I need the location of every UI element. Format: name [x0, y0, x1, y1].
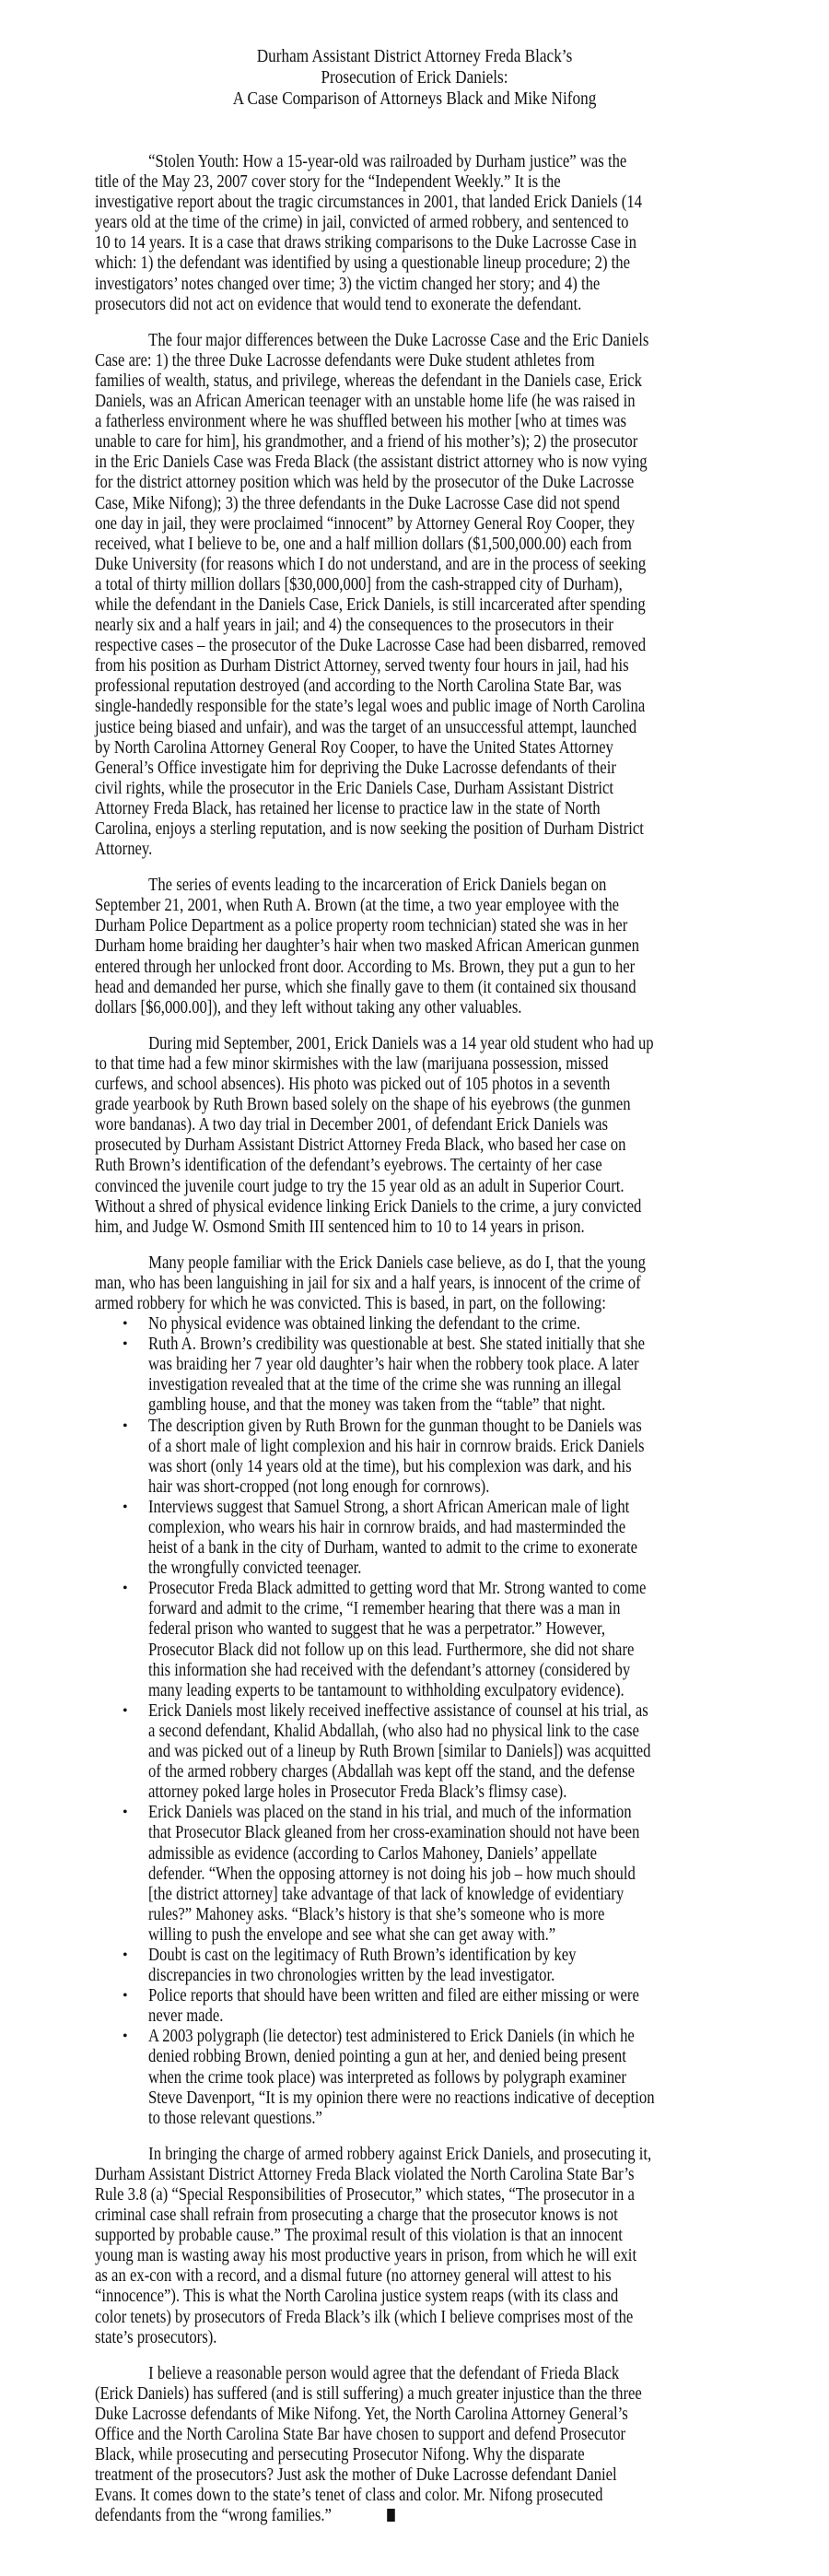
text-line: professional reputation destroyed (and according to the North Carolina State Bar, was	[95, 676, 622, 697]
text-line: received, what I believe to be, one and a half million dollars ($1,500,000.00) each from	[95, 534, 632, 554]
text-line: title of the May 23, 2007 cover story for the “Independent Weekly.” It is the	[95, 172, 561, 193]
text-line: prosecutors did not act on evidence that would tend to exonerate the defendant.	[95, 294, 582, 314]
text-line: young man is wasting away his most productive years in prison, from which he will exit	[95, 2246, 637, 2266]
text-line: federal prison who wanted to suggest that he was a perpetrator.” However,	[148, 1619, 606, 1640]
text-line: hair was short-cropped (not long enough for cornrows).	[148, 1476, 490, 1497]
text-line: Prosecutor Freda Black admitted to getting word that Mr. Strong wanted to come	[148, 1579, 647, 1599]
text-line: In bringing the charge of armed robbery against Erick Daniels, and prosecuting it,	[148, 2144, 652, 2164]
text-line: civil rights, while the prosecutor in the Eric Daniels Case, Durham Assistant District	[95, 778, 614, 798]
text-line: Prosecutor Black did not follow up on this lead. Furthermore, she did not share	[148, 1640, 635, 1660]
text-line: Doubt is cast on the legitimacy of Ruth Brown’s identification by key	[148, 1945, 577, 1965]
text-line: Durham Police Department as a police property room technician) stated she was in her	[95, 916, 628, 936]
document-body	[95, 152, 740, 2543]
text-line: 10 to 14 years. It is a case that draws striking comparisons to the Duke Lacrosse Case in	[95, 233, 637, 253]
text-line: respective cases – the prosecutor of the Duke Lacrosse Case had been disbarred, removed	[95, 636, 647, 656]
text-line: supported by probable cause.” The proximal result of this violation is that an innocent	[95, 2226, 623, 2246]
bullet-icon: •	[123, 1988, 128, 2005]
text-line: denied robbing Brown, denied pointing a gun at her, and denied being present	[148, 2047, 626, 2067]
text-line: September 21, 2001, when Ruth A. Brown (at the time, a two year employee with the	[95, 896, 620, 916]
text-line: from his position as Durham District Attorney, served twenty four hours in jail, had his	[95, 656, 629, 676]
bullet-icon: •	[123, 1417, 128, 1434]
text-line: grade yearbook by Ruth Brown based solely on the shape of his eyebrows (the gunmen	[95, 1095, 631, 1115]
bullet-icon: •	[123, 1336, 128, 1353]
text-line: gambling house, and that the money was taken from the “table” that night.	[148, 1395, 606, 1416]
text-line: color tenets) by prosecutors of Freda Black’s ilk (which I believe comprises most of the	[95, 2307, 634, 2327]
text-line: Evans. It comes down to the state’s tenet of class and color. Mr. Nifong prosecuted	[95, 2486, 603, 2506]
text-line: I believe a reasonable person would agree that the defendant of Frieda Black	[148, 2363, 620, 2383]
text-line: investigative report about the tragic circumstances in 2001, that landed Erick Daniels (14	[95, 193, 643, 213]
text-line: Duke University (for reasons which I do not understand, and are in the process of seeking	[95, 554, 647, 574]
text-line: many leading experts to be tantamount to withholding exculpatory evidence).	[148, 1680, 625, 1700]
text-line: by North Carolina Attorney General Roy Cooper, to have the United States Attorney	[95, 737, 613, 758]
text-line: heist of a bank in the city of Durham, wanted to admit to the crime to exonerate	[148, 1538, 638, 1559]
text-line: nearly six and a half years in jail; and 4) the consequences to the prosecutors in their	[95, 616, 613, 636]
text-line: entered through her unlocked front door. According to Ms. Brown, they put a gun to her	[95, 957, 636, 977]
text-line: The four major differences between the Duke Lacrosse Case and the Eric Daniels	[148, 330, 649, 350]
text-line: Office and the North Carolina State Bar have chosen to support and defend Prosecutor	[95, 2425, 626, 2445]
evidence-bullet-list	[95, 1314, 740, 2129]
text-line: The description given by Ruth Brown for the gunman thought to be Daniels was	[148, 1416, 642, 1436]
bullet-item	[95, 1498, 740, 1579]
bullet-item	[95, 1701, 740, 1803]
text-line: forward and admit to the crime, “I remember hearing that there was a man in	[148, 1599, 621, 1619]
title-line: Durham Assistant District Attorney Freda Black’s	[256, 46, 573, 66]
text-line: for the district attorney position which was held by the prosecutor of the Duke Lacrosse	[95, 473, 635, 493]
text-line: as an ex-con with a record, and a dismal future (no attorney general will attest to his	[95, 2266, 612, 2287]
text-line: and was picked out of a lineup by Ruth Brown [similar to Daniels]) was acquitted	[148, 1742, 651, 1762]
text-line: unable to care for him], his grandmother, and a friend of his mother’s); 2) the prosecutor	[95, 432, 638, 453]
text-line: “innocence”). This is what the North Carolina justice system reaps (with its class and	[95, 2287, 619, 2307]
text-line: which: 1) the defendant was identified by using a questionable lineup procedure; 2) the	[95, 253, 631, 274]
paragraphs-before-list	[95, 152, 740, 1314]
bullet-icon: •	[123, 1702, 128, 1719]
text-line: Daniels, was an African American teenager with an unstable home life (he was raised in	[95, 392, 636, 412]
text-line: a second defendant, Khalid Abdallah, (who also had no physical link to the case	[148, 1721, 639, 1741]
text-line: rules?” Mahoney asks. “Black’s history is that she’s someone who is more	[148, 1904, 605, 1924]
text-line: prosecuted by Durham Assistant District Attorney Freda Black, who based her case on	[95, 1135, 626, 1156]
bullet-item	[95, 1946, 740, 1986]
text-line: years old at the time of the crime) in jail, convicted of armed robbery, and sentenced to	[95, 213, 629, 233]
text-line: state’s prosecutors).	[95, 2327, 217, 2347]
text-line: Durham Assistant District Attorney Freda Black violated the North Carolina State Bar’s	[95, 2164, 635, 2184]
text-line: Case are: 1) the three Duke Lacrosse defendants were Duke student athletes from	[95, 350, 595, 371]
text-line: Attorney.	[95, 840, 153, 860]
text-line: investigation revealed that at the time of the crime she was running an illegal	[148, 1375, 622, 1395]
text-line: him, and Judge W. Osmond Smith III sentenced him to 10 to 14 years in prison.	[95, 1217, 585, 1237]
text-line: No physical evidence was obtained linking the defendant to the crime.	[148, 1314, 581, 1335]
text-line: was short (only 14 years old at the time), but his complexion was dark, and his	[148, 1456, 632, 1476]
text-line: attorney poked large holes in Prosecutor Freda Black’s flimsy case).	[148, 1782, 567, 1803]
text-line: A 2003 polygraph (lie detector) test administered to Erick Daniels (in which he	[148, 2027, 635, 2047]
text-line: never made.	[148, 2006, 224, 2027]
text-line: the wrongfully convicted teenager.	[148, 1559, 362, 1579]
text-line: Attorney Freda Black, has retained her license to practice law in the state of North	[95, 798, 601, 818]
text-line: was braiding her 7 year old daughter’s hair when the robbery took place. A later	[148, 1355, 639, 1375]
text-line: head and demanded her purse, which she finally gave to them (it contained six thousand	[95, 977, 636, 997]
bullet-item	[95, 1803, 740, 1946]
text-line: Without a shred of physical evidence linking Erick Daniels to the crime, a jury convicted	[95, 1196, 642, 1217]
text-line: to those relevant questions.”	[148, 2108, 322, 2128]
bullet-icon: •	[123, 1316, 128, 1333]
text-line: single-handedly responsible for the state’s legal woes and public image of North Carolina	[95, 697, 646, 717]
bullet-item	[95, 1314, 740, 1335]
title-line: A Case Comparison of Attorneys Black and Mike Nifong	[232, 88, 597, 109]
text-line: justice being biased and unfair), and was the target of an unsuccessful attempt, launched	[95, 717, 637, 737]
text-line: willing to push the envelope and see what she can get away with.”	[148, 1924, 556, 1945]
text-line: convinced the juvenile court judge to try the 15 year old as an adult in Superior Court.	[95, 1176, 625, 1196]
text-line: [the district attorney] take advantage of that lack of knowledge of evidentiary	[148, 1884, 625, 1904]
text-line: discrepancies in two chronologies written by the lead investigator.	[148, 1966, 555, 1986]
bullet-icon: •	[123, 1947, 128, 1963]
text-line: Steve Davenport, “It is my opinion there were no reactions indicative of deception	[148, 2088, 655, 2108]
text-line: defendants from the “wrong families.”	[95, 2506, 647, 2526]
text-line: this information she had received with the defendant’s attorney (considered by	[148, 1660, 631, 1680]
text-line: investigators’ notes changed over time; 3) the victim changed her story; and 4) the	[95, 274, 601, 294]
text-line: Durham home braiding her daughter’s hair when two masked African American gunmen	[95, 936, 639, 957]
bullet-item	[95, 1579, 740, 1701]
text-line: admissible as evidence (according to Carlos Mahoney, Daniels’ appellate	[148, 1843, 598, 1864]
paragraph	[95, 1253, 740, 1314]
document-title	[0, 46, 829, 110]
text-line: (Erick Daniels) has suffered (and is still suffering) a much greater injustice than the three	[95, 2383, 642, 2404]
text-line: of the armed robbery charges (Abdallah was kept off the stand, and the defense	[148, 1762, 636, 1782]
text-line: Police reports that should have been written and filed are either missing or were	[148, 1986, 639, 2006]
text-line: a total of thirty million dollars [$30,000,000] from the cash-strapped city of Durham),	[95, 574, 623, 594]
bullet-item	[95, 1986, 740, 2027]
text-line: Duke Lacrosse defendants of Mike Nifong. Yet, the North Carolina Attorney General’s	[95, 2404, 628, 2424]
text-line: Carolina, enjoys a sterling reputation, and is now seeking the position of Durham District	[95, 819, 644, 839]
text-line: Case, Mike Nifong); 3) the three defendants in the Duke Lacrosse Case did not spend	[95, 493, 620, 513]
title-line: Prosecution of Erick Daniels:	[321, 67, 508, 88]
text-line: Erick Daniels was placed on the stand in his trial, and much of the information	[148, 1803, 632, 1823]
text-line: The series of events leading to the incarceration of Erick Daniels began on	[148, 876, 607, 896]
bullet-item	[95, 1417, 740, 1498]
text-line: Ruth A. Brown’s credibility was questionable at best. She stated initially that she	[148, 1335, 646, 1355]
paragraph	[95, 152, 740, 315]
text-line: Black, while prosecuting and persecuting Prosecutor Nifong. Why the disparate	[95, 2445, 585, 2465]
bullet-item	[95, 2027, 740, 2128]
bullet-icon: •	[123, 1581, 128, 1597]
text-line: while the defendant in the Daniels Case, Erick Daniels, is still incarcerated after spending	[95, 594, 646, 615]
text-line: dollars [$6,000.00]), and they left without taking any other valuables.	[95, 997, 522, 1017]
bullet-icon: •	[123, 1499, 128, 1515]
text-line: wore bandanas). A two day trial in December 2001, of defendant Erick Daniels was	[95, 1115, 608, 1135]
paragraph	[95, 2145, 740, 2348]
text-line: Many people familiar with the Erick Daniels case believe, as do I, that the young	[148, 1253, 646, 1273]
paragraphs-after-list	[95, 2145, 740, 2527]
text-line: one day in jail, they were proclaimed “innocent” by Attorney General Roy Cooper, they	[95, 513, 635, 534]
paragraph	[95, 331, 740, 860]
paragraph	[95, 876, 740, 1018]
text-line: “Stolen Youth: How a 15-year-old was railroaded by Durham justice” was the	[148, 152, 627, 171]
text-line: criminal case shall refrain from prosecuting a charge that the prosecutor knows is not	[95, 2205, 618, 2226]
text-line: families of wealth, status, and privilege, whereas the defendant in the Daniels case, Erick	[95, 371, 642, 391]
text-line: curfews, and school absences). His photo was picked out of 105 photos in a seventh	[95, 1075, 611, 1095]
text-line: of a short male of light complexion and his hair in cornrow braids. Erick Daniels	[148, 1436, 645, 1456]
text-line: a fatherless environment where he was shuffled between his mother [who at times was	[95, 412, 627, 432]
text-line: Erick Daniels most likely received ineffective assistance of counsel at his trial, as	[148, 1700, 648, 1721]
end-of-document-mark-icon	[387, 2509, 395, 2522]
text-line: armed robbery for which he was convicted. This is based, in part, on the following:	[95, 1293, 606, 1313]
text-line: Interviews suggest that Samuel Strong, a short African American male of light	[148, 1497, 630, 1517]
bullet-item	[95, 1335, 740, 1416]
paragraph	[95, 2364, 740, 2527]
text-line: complexion, who wears his hair in cornrow braids, and had masterminded the	[148, 1518, 626, 1537]
text-line: defender. “When the opposing attorney is not doing his job – how much should	[148, 1864, 636, 1884]
text-line: General’s Office investigate him for depriving the Duke Lacrosse defendants of their	[95, 758, 616, 778]
bullet-icon: •	[123, 1805, 128, 1821]
text-line: when the crime took place) was interpreted as follows by polygraph examiner	[148, 2067, 626, 2088]
text-line: Ruth Brown’s identification of the defendant’s eyebrows. The certainty of her case	[95, 1156, 602, 1176]
text-line: man, who has been languishing in jail for six and a half years, is innocent of the crime of	[95, 1273, 641, 1293]
bullet-icon: •	[123, 2029, 128, 2045]
paragraph	[95, 1034, 740, 1238]
text-line: During mid September, 2001, Erick Daniels was a 14 year old student who had up	[148, 1033, 654, 1053]
text-line: in the Eric Daniels Case was Freda Black (the assistant district attorney who is now vying	[95, 453, 648, 473]
text-line: treatment of the prosecutors? Just ask the mother of Duke Lacrosse defendant Daniel	[95, 2465, 617, 2486]
text-line: that Prosecutor Black gleaned from her cross-examination should not have been	[148, 1823, 640, 1843]
text-line: Rule 3.8 (a) “Special Responsibilities of Prosecutor,” which states, “The prosecutor in a	[95, 2185, 635, 2205]
text-line: to that time had a few minor skirmishes with the law (marijuana possession, missed	[95, 1053, 609, 1074]
